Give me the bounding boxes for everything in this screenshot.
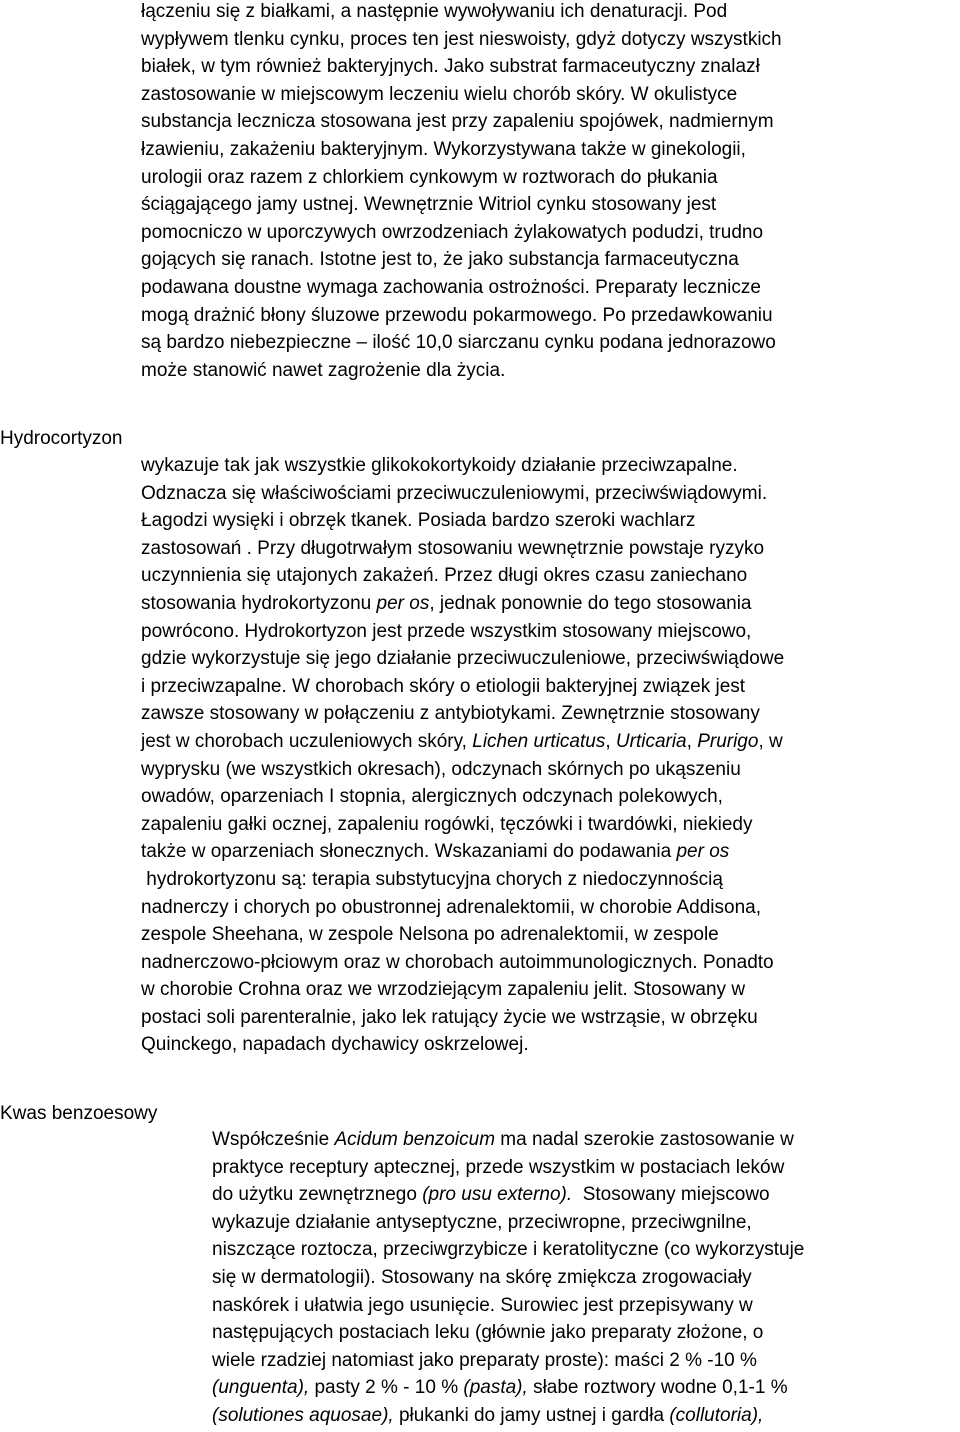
text-run: ,: [686, 730, 698, 752]
italic-term: (pro usu externo).: [422, 1184, 573, 1206]
text-run: ,: [605, 730, 616, 752]
text-line: naskórek i ułatwia jego usunięcie. Surowiec jest przepisywany w: [212, 1294, 753, 1316]
italic-term: Acidum benzoicum: [334, 1129, 496, 1150]
section-heading-hydrocortyzon: Hydrocortyzon: [0, 428, 123, 449]
text-line: są bardzo niebezpieczne – ilość 10,0 siarczanu cynku podana jednorazowo: [141, 332, 776, 354]
text-line: nadnerczowo-płciowym oraz w chorobach autoimmunologicznych. Ponadto: [141, 951, 774, 973]
text-line: powrócono. Hydrokortyzon jest przede wszystkim stosowany miejscowo,: [141, 620, 752, 642]
text-line: wypływem tlenku cynku, proces ten jest nieswoisty, gdyż dotyczy wszystkich: [141, 28, 782, 50]
text-run: także w oparzeniach słonecznych. Wskazaniami do podawania: [141, 841, 677, 863]
text-line: może stanowić nawet zagrożenie dla życia.: [141, 359, 506, 381]
hydrocortyzon-paragraph: [141, 452, 953, 1059]
text-line: następujących postaciach leku (głównie jako preparaty złożone, o: [212, 1322, 764, 1344]
italic-term: (pasta),: [463, 1377, 528, 1399]
text-line: w chorobie Crohna oraz we wrzodziejącym zapaleniu jelit. Stosowany w: [141, 979, 746, 1001]
text-line: i przeciwzapalne. W chorobach skóry o etiologii bakteryjnej związek jest: [141, 675, 746, 697]
text-line: wiele rzadziej natomiast jako preparaty proste): maści 2 % -10 %: [212, 1349, 757, 1371]
kwas-benzoesowy-paragraph: [212, 1126, 960, 1430]
text-line: łączeniu się z białkami, a następnie wywoływaniu ich denaturacji. Pod: [141, 1, 728, 22]
text-line: gdzie wykorzystuje się jego działanie przeciwuczuleniowe, przeciwświądowe: [141, 648, 785, 670]
italic-term: Prurigo: [697, 730, 759, 752]
italic-term: per os: [676, 841, 730, 863]
section-heading-kwas-benzoesowy: Kwas benzoesowy: [0, 1103, 158, 1124]
text-run: płukanki do jamy ustnej i gardła: [393, 1404, 670, 1426]
text-line: [212, 1374, 960, 1402]
zinc-sulfate-paragraph: [141, 0, 953, 384]
text-run: , jednak ponownie do tego stosowania: [429, 592, 752, 614]
text-line: postaci soli parenteralnie, jako lek ratujący życie we wstrząsie, w obrzęku: [141, 1006, 758, 1028]
text-line: się w dermatologii). Stosowany na skórę zmiękcza zrogowaciały: [212, 1266, 752, 1288]
text-line: [141, 838, 953, 866]
text-line: zawsze stosowany w połączeniu z antybiotykami. Zewnętrznie stosowany: [141, 703, 760, 725]
text-run: jest w chorobach uczuleniowych skóry,: [141, 730, 473, 752]
text-run: stosowania hydrokortyzonu: [141, 592, 377, 614]
text-line: ściągającego jamy ustnej. Wewnętrznie Witriol cynku stosowany jest: [141, 194, 717, 216]
text-line: pomocniczo w uporczywych owrzodzeniach żylakowatych podudzi, trudno: [141, 221, 764, 243]
italic-term: Lichen urticatus: [472, 730, 606, 752]
text-line: niszczące roztocza, przeciwgrzybicze i keratolityczne (co wykorzystuje: [212, 1239, 805, 1261]
italic-term: (solutiones aquosae),: [212, 1404, 394, 1426]
text-line: hydrokortyzonu są: terapia substytucyjna chorych z niedoczynnością: [141, 868, 723, 890]
text-line: wyprysku (we wszystkich okresach), odczynach skórnych po ukąszeniu: [141, 758, 741, 780]
text-line: urologii oraz razem z chlorkiem cynkowym w roztworach do płukania: [141, 166, 718, 188]
text-run: do użytku zewnętrznego: [212, 1184, 423, 1206]
text-line: substancja lecznicza stosowana jest przy zapaleniu spojówek, nadmiernym: [141, 111, 774, 133]
text-line: wykazuje tak jak wszystkie glikokokortykoidy działanie przeciwzapalne.: [141, 455, 738, 476]
text-line: łzawieniu, zakażeniu bakteryjnym. Wykorzystywana także w ginekologii,: [141, 138, 746, 160]
text-line: wykazuje działanie antyseptyczne, przeciwropne, przeciwgnilne,: [212, 1211, 752, 1233]
text-run: pasty 2 % - 10 %: [309, 1377, 464, 1399]
text-line: praktyce receptury aptecznej, przede wszystkim w postaciach leków: [212, 1156, 785, 1178]
text-line: Quinckego, napadach dychawicy oskrzelowej.: [141, 1034, 529, 1056]
text-line: [212, 1181, 960, 1209]
text-line: gojących się ranach. Istotne jest to, że jako substancja farmaceutyczna: [141, 249, 739, 271]
text-line: nadnerczy i chorych po obustronnej adrenalektomii, w chorobie Addisona,: [141, 896, 761, 918]
text-line: białek, w tym również bakteryjnych. Jako substrat farmaceutyczny znalazł: [141, 56, 760, 78]
text-line: zespole Sheehana, w zespole Nelsona po adrenalektomii, w zespole: [141, 924, 719, 946]
italic-term: (collutoria),: [669, 1404, 764, 1426]
text-line: mogą drażnić błony śluzowe przewodu pokarmowego. Po przedawkowaniu: [141, 304, 773, 326]
text-run: Współcześnie: [212, 1129, 335, 1150]
text-line: Łagodzi wysięki i obrzęk tkanek. Posiada bardzo szeroki wachlarz: [141, 510, 696, 532]
text-line: zastosowanie w miejscowym leczeniu wielu chorób skóry. W okulistyce: [141, 83, 738, 105]
text-line: uczynnienia się utajonych zakażeń. Przez długi okres czasu zaniechano: [141, 565, 748, 587]
text-line: owadów, oparzeniach I stopnia, alergicznych odczynach polekowych,: [141, 786, 723, 808]
text-run: , w: [758, 730, 783, 752]
text-line: [212, 1126, 960, 1154]
text-line: [141, 728, 953, 756]
text-line: [212, 1402, 960, 1430]
text-line: podawana doustne wymaga zachowania ostrożności. Preparaty lecznicze: [141, 276, 761, 298]
text-line: zapaleniu gałki ocznej, zapaleniu rogówki, tęczówki i twardówki, niekiedy: [141, 813, 753, 835]
text-line: [141, 590, 953, 618]
italic-term: (unguenta),: [212, 1377, 310, 1399]
italic-term: Urticaria: [615, 730, 687, 752]
italic-term: per os: [376, 592, 430, 614]
text-line: zastosowań . Przy długotrwałym stosowaniu wewnętrznie powstaje ryzyko: [141, 537, 765, 559]
text-run: Stosowany miejscowo: [572, 1184, 770, 1206]
text-line: Odznacza się właściwościami przeciwuczuleniowymi, przeciwświądowymi.: [141, 482, 768, 504]
text-run: słabe roztwory wodne 0,1-1 %: [527, 1377, 788, 1399]
text-run: ma nadal szerokie zastosowanie w: [495, 1129, 794, 1150]
